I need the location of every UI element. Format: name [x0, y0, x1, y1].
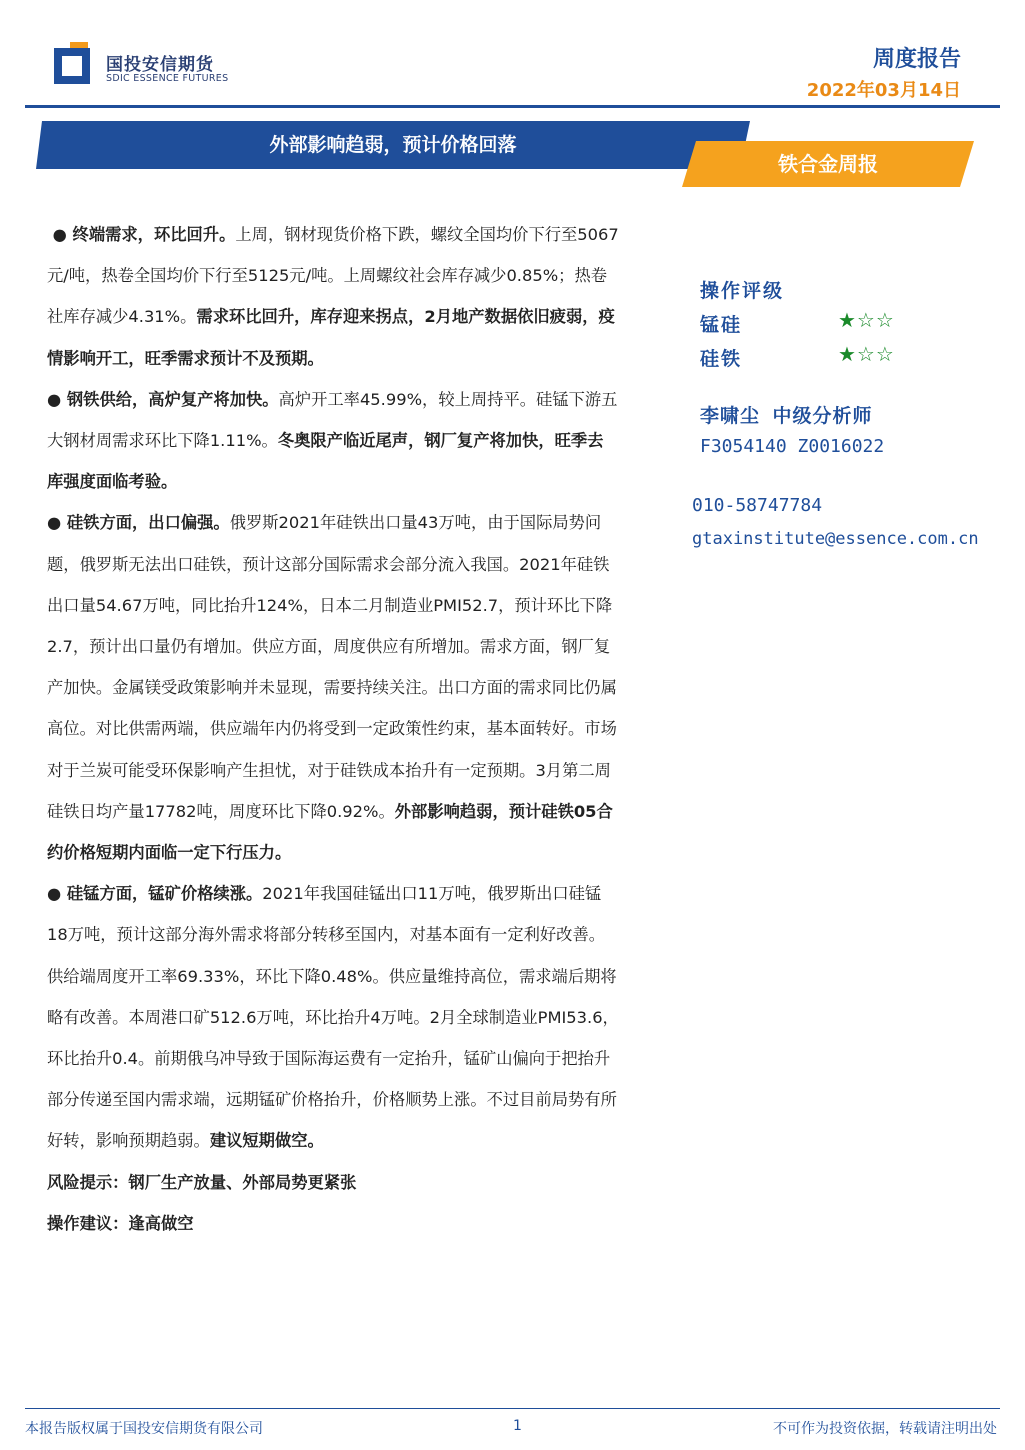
bullet-icon: ●	[47, 884, 67, 904]
contact-email[interactable]: gtaxinstitute@essence.com.cn	[692, 529, 979, 549]
bullet-icon: ●	[47, 225, 73, 244]
paragraph-text: 2021年我国硅锰出口11万吨，俄罗斯出口硅锰18万吨，预计这部分海外需求将部分转移至国内，对基本面有一定利好改善。供给端周度开工率69.33%，环比下降0.48%。供应量维持高位，需求端后期将略有改善。本周港口矿512.6万吨，环比抬升4万吨。2月全球制造业PMI53.6，环比抬升0.4。前期俄乌冲导致于国际海运费有一定抬升，锰矿山偏向于把抬升部分传递至国内需求端，远期锰矿价格抬升，价格顺势上涨。不过目前局势有所好转，影响预期趋弱。	[47, 884, 619, 1151]
contact-phone: 010-58747784	[692, 495, 823, 516]
paragraph-lead: 钢铁供给，高炉复产将加快。	[66, 389, 279, 409]
page-number: 1	[513, 1418, 522, 1434]
rating-name-silicomanganese: 锰硅	[700, 314, 743, 336]
paragraph-conclusion: 冬奥限产临近尾声，钢厂复产将加快，旺季去库强度面临考验。	[47, 431, 604, 492]
bullet-icon: ●	[47, 513, 67, 533]
paragraph-conclusion: 需求环比回升，库存迎来拐点，2月地产数据依旧疲弱，疫情影响开工，旺季需求预计不及预期。	[47, 307, 615, 368]
paragraph-lead: 终端需求，环比回升。	[72, 225, 236, 244]
brand-name-en: SDIC ESSENCE FUTURES	[106, 73, 229, 84]
category-text: 铁合金周报	[778, 152, 878, 176]
paragraph-demand	[47, 214, 619, 379]
analyst-cert-ids: F3054140 Z0016022	[700, 436, 885, 457]
analyst-name: 李啸尘 中级分析师	[700, 405, 873, 427]
paragraph-lead: 硅铁方面，出口偏强。	[66, 513, 230, 533]
rating-name-ferrosilicon: 硅铁	[700, 348, 743, 370]
headline-text: 外部影响趋弱，预计价格回落	[269, 134, 517, 156]
report-body	[47, 214, 619, 1244]
company-logo	[54, 42, 102, 84]
paragraph-silicomanganese	[47, 873, 619, 1161]
report-type: 周度报告	[872, 47, 961, 72]
star-rating-icon: ★☆☆	[838, 308, 895, 332]
paragraph-conclusion: 外部影响趋弱，预计硅铁05合约价格短期内面临一定下行压力。	[47, 801, 613, 863]
paragraph-text: 俄罗斯2021年硅铁出口量43万吨，由于国际局势问题，俄罗斯无法出口硅铁，预计这部分国际需求会部分流入我国。2021年硅铁出口量54.67万吨，同比抬升124%，日本二月制造业PMI52.7，预计环比下降2.7，预计出口量仍有增加。供应方面，周度供应有所增加。需求方面，钢厂复产加快。金属镁受政策影响并未显现，需要持续关注。出口方面的需求同比仍属高位。对比供需两端，供应端年内仍将受到一定政策性约束，基本面转好。市场对于兰炭可能受环保影响产生担忧，对于硅铁成本抬升有一定预期。3月第二周硅铁日均产量17782吨，周度环比下降0.92%。	[47, 513, 617, 821]
paragraph-text: 上周，钢材现货价格下跌，螺纹全国均价下行至5067元/吨，热卷全国均价下行至5125元/吨。上周螺纹社会库存减少0.85%；热卷社库存减少4.31%。	[47, 225, 619, 327]
footer-disclaimer: 不可作为投资依据，转载请注明出处	[773, 1421, 997, 1437]
paragraph-ferrosilicon	[47, 502, 619, 873]
footer-divider	[25, 1408, 1000, 1409]
paragraph-text: 高炉开工率45.99%，较上周持平。硅锰下游五大钢材周需求环比下降1.11%。	[47, 389, 618, 451]
report-date: 2022年03月14日	[806, 80, 961, 101]
bullet-icon: ●	[47, 389, 67, 409]
brand-name-cn: 国投安信期货	[106, 55, 214, 75]
star-rating-icon: ★☆☆	[838, 342, 895, 366]
rating-title: 操作评级	[700, 280, 785, 302]
risk-warning: 风险提示：钢厂生产放量、外部局势更紧张	[47, 1172, 357, 1192]
paragraph-conclusion: 建议短期做空。	[209, 1131, 324, 1151]
paragraph-lead: 硅锰方面，锰矿价格续涨。	[66, 884, 263, 904]
header-divider	[25, 105, 1000, 108]
paragraph-supply	[47, 379, 619, 503]
footer-copyright: 本报告版权属于国投安信期货有限公司	[25, 1421, 263, 1437]
operation-advice: 操作建议：逢高做空	[47, 1213, 194, 1233]
